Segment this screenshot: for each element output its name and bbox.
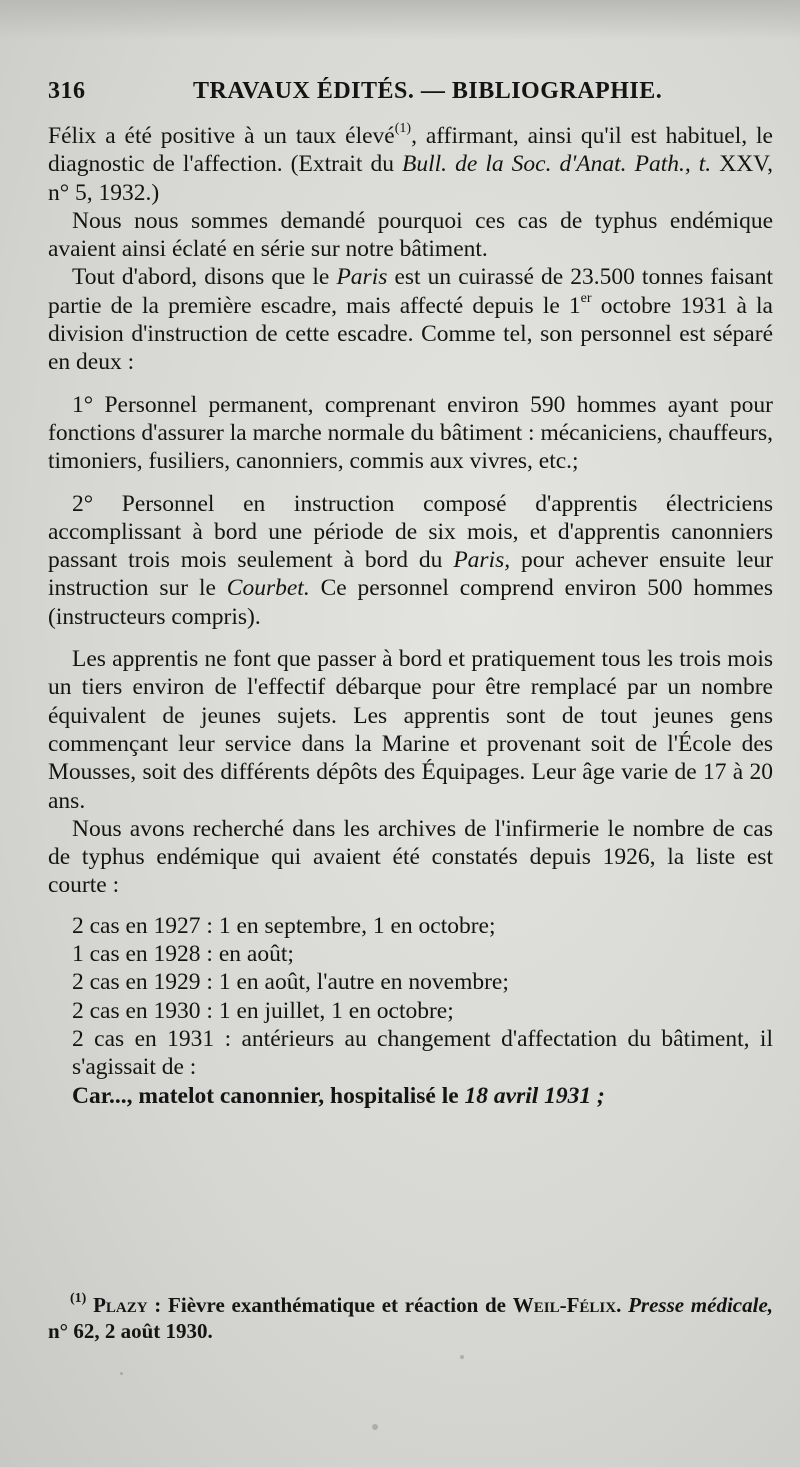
journal-title: Bull. de la Soc. d'Anat. Path., t. xyxy=(402,151,712,178)
text-run: n° 62, 2 août 1930. xyxy=(48,1319,213,1343)
ink-speck xyxy=(460,1355,464,1359)
text-run: est un cuirassé de 23.500 tonnes faisant partie de la première escadre, mais affecté depuis le 1 xyxy=(48,264,774,319)
running-title: TRAVAUX ÉDITÉS. — BIBLIOGRAPHIE. xyxy=(193,78,663,104)
text-run: Tout d'abord, disons que le xyxy=(72,264,337,291)
list-item-permanent-personnel: 1° Personnel permanent, comprenant environ 590 hommes ayant pour fonctions d'assurer la marche normale du bâtiment : mécaniciens, chauffeurs, timoniers, fusiliers, canonniers, commis aux vivres, etc.; xyxy=(48,391,773,475)
footnote-author: Plazy xyxy=(93,1293,148,1317)
paragraph-2: Nous nous sommes demandé pourquoi ces cas de typhus endémique avaient ainsi éclaté en série sur notre bâtiment. xyxy=(48,207,773,263)
body-text xyxy=(48,122,773,1110)
footnote-journal: Presse médicale, xyxy=(628,1293,774,1317)
text-run: , affirmant, ainsi qu'il est habituel, le diagnostic de l'affection. (Extrait du xyxy=(48,123,773,178)
footnote-marker: (1) xyxy=(70,1291,87,1306)
paragraph-1 xyxy=(48,122,773,207)
footnote-names: Weil-Félix. xyxy=(512,1293,622,1317)
text-run: : Fièvre exanthématique et réaction de xyxy=(147,1293,513,1317)
text-run: Félix a été positive à un taux élevé xyxy=(48,123,395,149)
list-item-training-personnel xyxy=(48,490,773,631)
text-run: octobre 1931 à la division d'instruction de cette escadre. Comme tel, son personnel est séparé en deux : xyxy=(48,292,773,376)
list-item: 2 cas en 1927 : 1 en septembre, 1 en octobre; xyxy=(72,912,496,939)
text-run: 2° Personnel en instruction composé d'apprentis électriciens accomplissant à bord une période de six mois, et d'apprentis canonniers passant trois mois seulement à bord du xyxy=(48,490,773,574)
scan-edge-shadow xyxy=(0,0,800,40)
footnote xyxy=(48,1292,773,1344)
ink-speck xyxy=(372,1424,378,1430)
paragraph-4: Les apprentis ne font que passer à bord et pratiquement tous les trois mois un tiers environ de l'effectif débarque pour être remplacé par un nombre équivalent de jeunes sujets. Les apprentis sont de tout jeunes gens commençant leur service dans la Marine et provenant soit de l'École des Mousses, soit des différents dépôts des Équipages. Leur âge varie de 17 à 20 ans. xyxy=(48,646,773,814)
ship-name: Paris xyxy=(336,264,388,291)
list-item: 2 cas en 1931 : antérieurs au changement d'affectation du bâtiment, il s'agissait de : xyxy=(72,1025,773,1081)
list-item: 2 cas en 1929 : 1 en août, l'autre en novembre; xyxy=(72,969,509,996)
ink-speck xyxy=(120,1372,123,1375)
text-run: XXV, n° 5, 1932.) xyxy=(48,151,773,206)
paragraph-3 xyxy=(48,263,773,376)
paragraph-5: Nous avons recherché dans les archives de l'infirmerie le nombre de cas de typhus endémique qui avaient été constatés depuis 1926, la liste est courte : xyxy=(48,815,773,899)
text-run: pour achever ensuite leur instruction sur le xyxy=(48,547,773,602)
list-item: 1 cas en 1928 : en août; xyxy=(72,941,294,968)
list-item: 2 cas en 1930 : 1 en juillet, 1 en octobre; xyxy=(72,997,454,1024)
footnote-ref: (1) xyxy=(394,121,412,136)
ship-name: Paris, xyxy=(453,547,511,574)
case-date: 18 avril 1931 ; xyxy=(464,1082,605,1109)
case-detail xyxy=(48,1082,773,1110)
text-run: Ce personnel comprend environ 500 hommes (instructeurs compris). xyxy=(48,575,773,630)
page-number: 316 xyxy=(48,78,86,104)
ordinal-suffix: er xyxy=(580,290,592,306)
running-header xyxy=(48,78,748,114)
case-list xyxy=(72,912,773,1082)
text-run: Car..., matelot canonnier, hospitalisé le xyxy=(72,1082,465,1109)
ship-name: Courbet. xyxy=(226,575,310,602)
